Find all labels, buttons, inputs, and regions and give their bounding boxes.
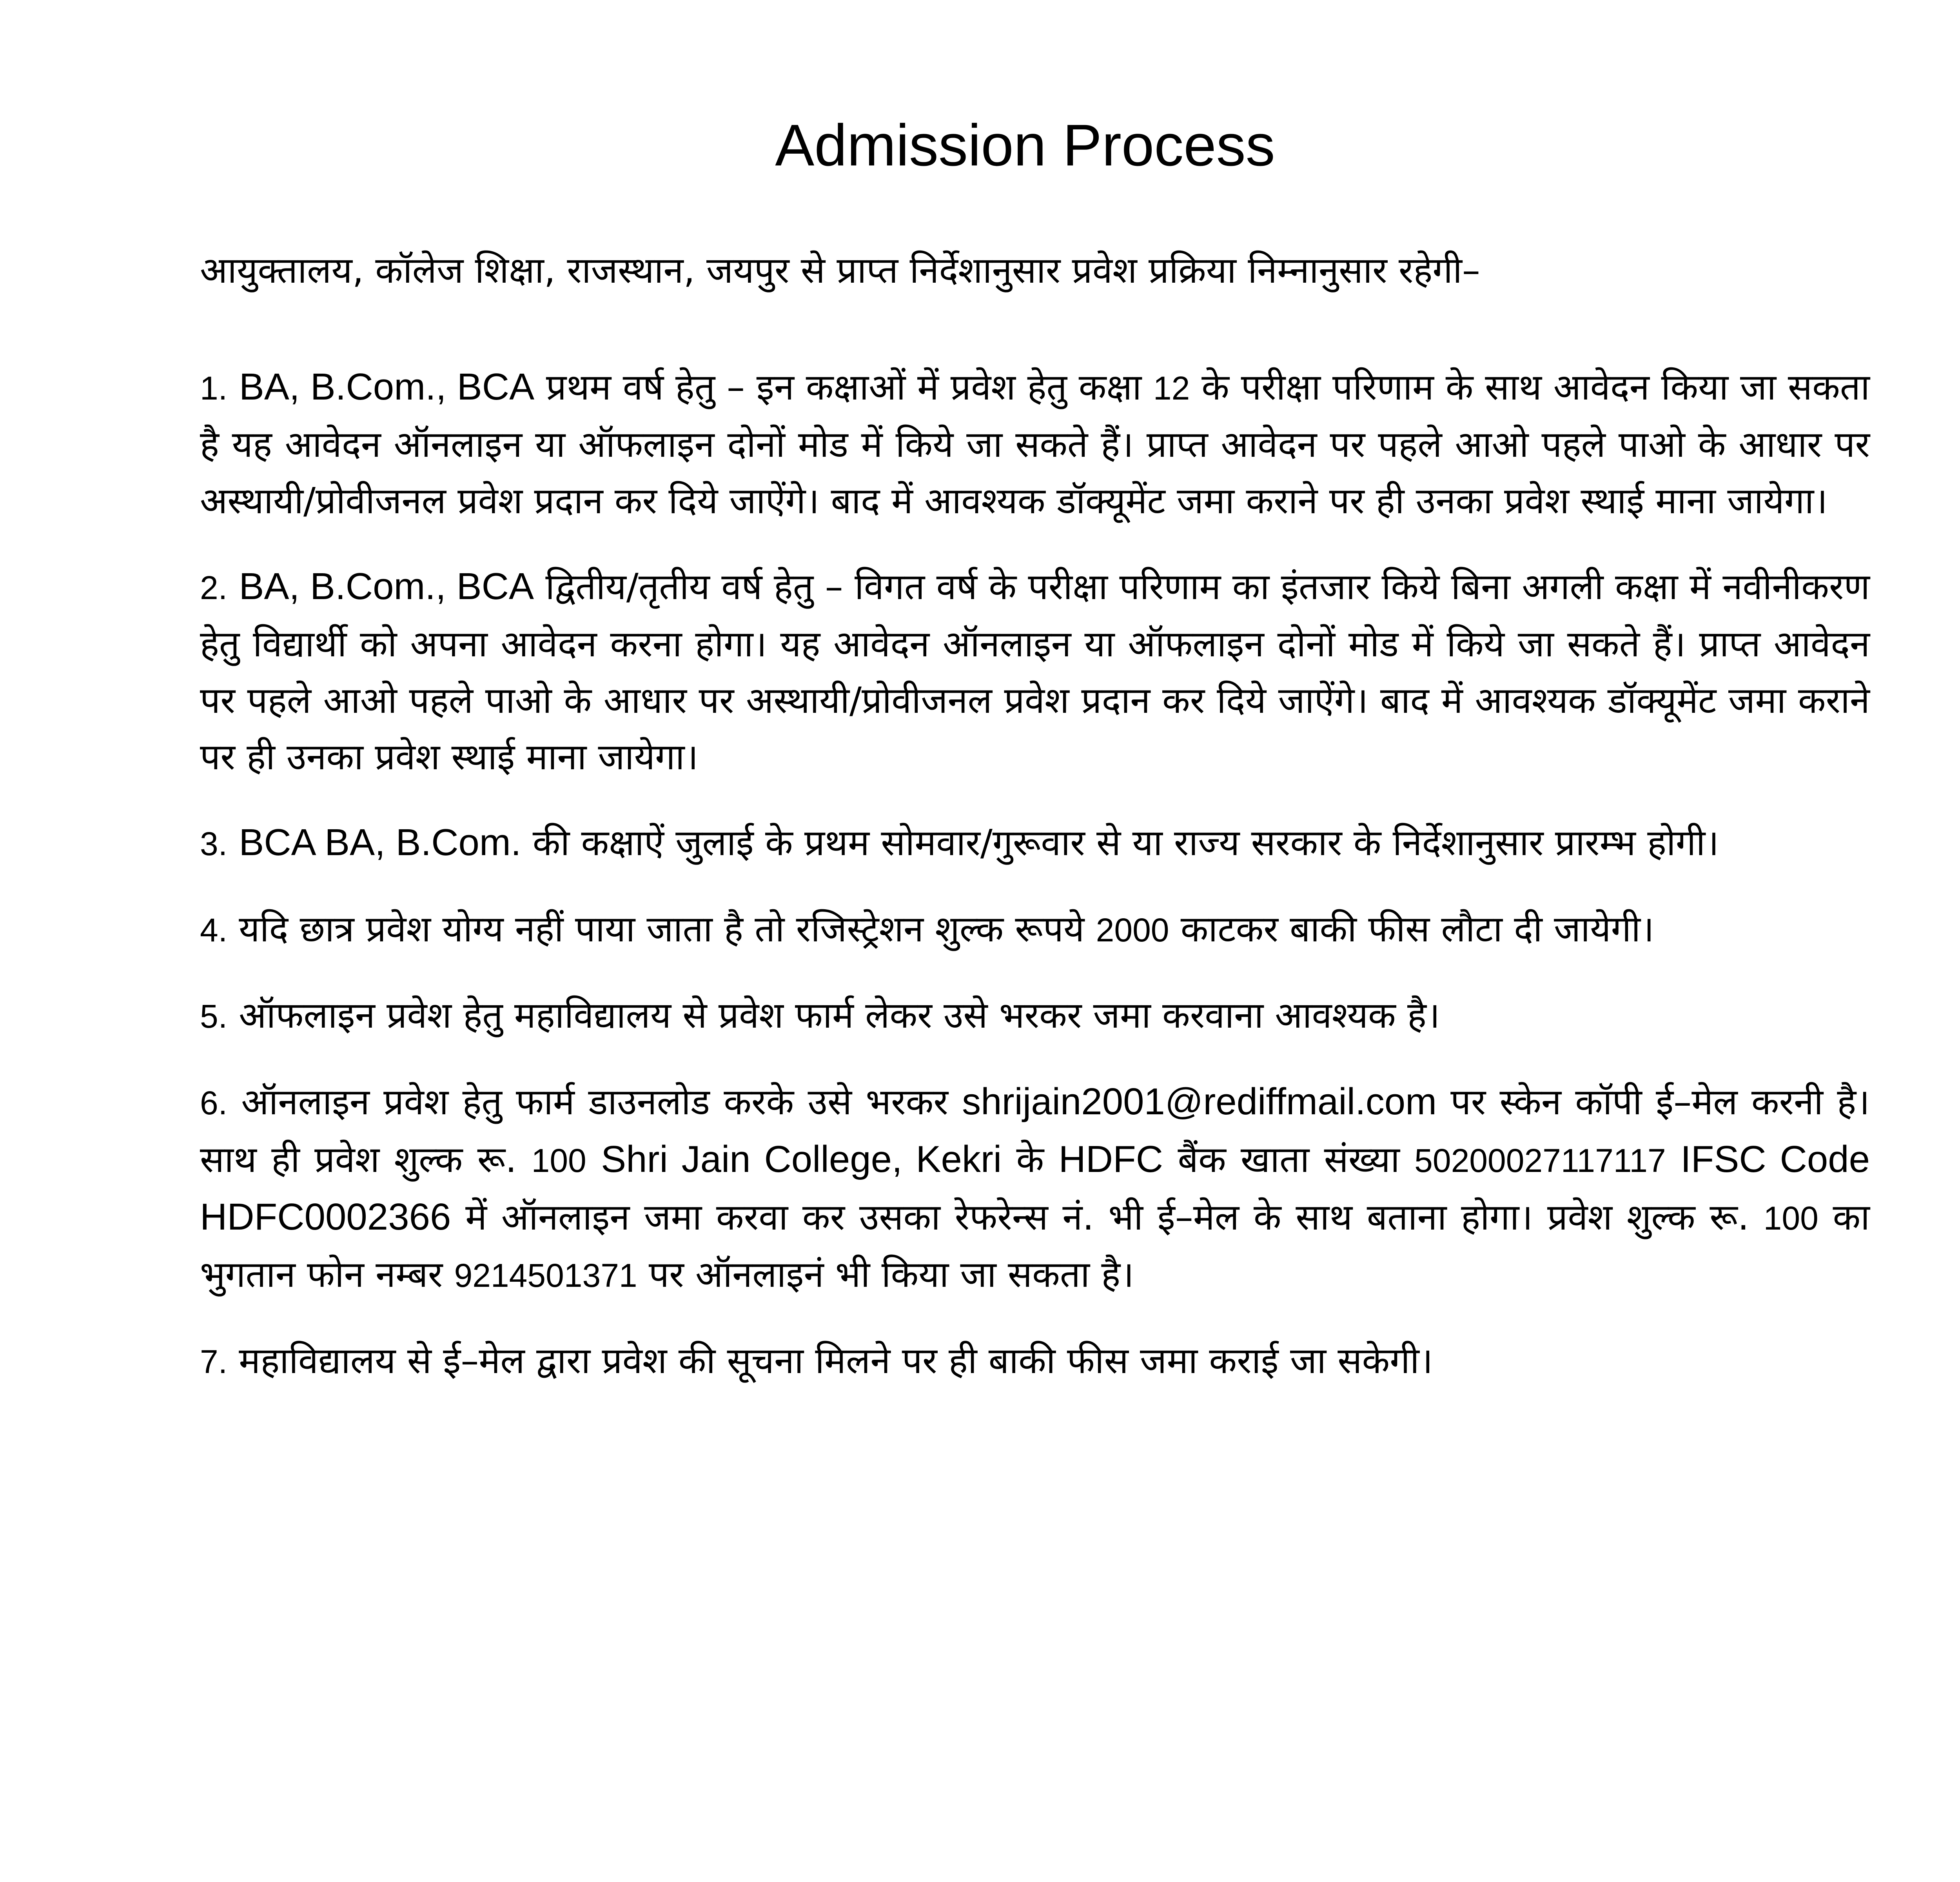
list-item xyxy=(200,901,1870,958)
item-text: महाविद्यालय से ई–मेल द्वारा प्रवेश की सूचना मिलने पर ही बाकी फीस जमा कराई जा सकेगी। xyxy=(227,1340,1433,1382)
fee-amount: 2000 xyxy=(1096,912,1169,948)
list-item xyxy=(200,814,1870,872)
item-text: की कक्षाऐं जुलाई के प्रथम सोमवार/गुरूवार से या राज्य सरकार के निर्देशानुसार प्रारम्भ होगी। xyxy=(521,822,1719,864)
phone-number: 9214501371 xyxy=(454,1257,637,1294)
list-item xyxy=(200,987,1870,1045)
item-number: 6. xyxy=(200,1085,228,1121)
ifsc-code: IFSC Code HDFC0002366 xyxy=(200,1138,1870,1238)
item-text: प्रथम वर्ष हेतु – इन कक्षाओं में प्रवेश हेतु कक्षा xyxy=(534,366,1153,408)
item-number: 3. xyxy=(200,825,228,862)
item-text: यदि छात्र प्रवेश योग्य नहीं पाया जाता है तो रजिस्ट्रेशन शुल्क रूपये xyxy=(227,908,1096,950)
item-number: 5. xyxy=(200,998,228,1035)
item-text: बैंक खाता संख्या xyxy=(1163,1139,1415,1181)
admission-points-list xyxy=(200,359,1870,1419)
item-text: ऑफलाइन प्रवेश हेतु महाविद्यालय से प्रवेश फार्म लेकर उसे भरकर जमा करवाना आवश्यक है। xyxy=(227,994,1440,1036)
list-item xyxy=(200,1333,1870,1390)
page-title: Admission Process xyxy=(775,112,1275,178)
item-number: 1. xyxy=(200,370,228,407)
fee-amount: 100 xyxy=(1763,1200,1818,1237)
list-item xyxy=(200,558,1870,785)
intro-paragraph: आयुक्तालय, कॉलेज शिक्षा, राजस्थान, जयपुर से प्राप्त निर्देशानुसार प्रवेश प्रक्रिया निम्नानुसार रहेगी– xyxy=(200,249,1480,291)
item-text xyxy=(1666,1139,1681,1181)
item-text: काटकर बाकी फीस लौटा दी जायेगी। xyxy=(1169,908,1654,950)
email-link[interactable]: shrijain2001@rediffmail.com xyxy=(962,1081,1437,1123)
bank-name: HDFC xyxy=(1058,1138,1163,1180)
course-names: BCA BA, B.Com. xyxy=(239,821,521,863)
item-number: 7. xyxy=(200,1343,228,1380)
item-text: ऑनलाइन प्रवेश हेतु फार्म डाउनलोड करके उसे भरकर xyxy=(227,1081,962,1123)
class-number: 12 xyxy=(1153,370,1190,407)
item-text: पर स्केन कॉपी ई–मेल करनी है। साथ ही प्रवेश शुल्क रू. xyxy=(200,1081,1870,1181)
item-text: पर ऑनलाइनं भी किया जा सकता है। xyxy=(637,1253,1134,1295)
course-names: BA, B.Com., BCA xyxy=(239,565,534,607)
item-text: के xyxy=(1002,1139,1059,1181)
item-text: के परीक्षा परिणाम के साथ आवेदन किया जा सकता है यह आवेदन ऑनलाइन या ऑफलाइन दोनों मोड में किये जा सकते हैं। प्राप्त आवेदन पर पहले आओ पहले पाओ के आधार पर अस्थायी/प्रोवीजनल प्रवेश प्रदान कर दिये जाऐंगे। बाद में आवश्यक डॉक्यूमेंट जमा कराने पर ही उनका प्रवेश स्थाई माना जायेगा। xyxy=(200,366,1870,522)
course-names: BA, B.Com., BCA xyxy=(239,366,535,408)
item-text: का भुगतान फोन नम्बर xyxy=(200,1196,1870,1295)
college-name: Shri Jain College, Kekri xyxy=(601,1138,1002,1180)
list-item xyxy=(200,1074,1870,1304)
fee-amount: 100 xyxy=(531,1142,586,1179)
item-text xyxy=(586,1139,601,1181)
item-text: में ऑनलाइन जमा करवा कर उसका रेफरेन्स नं. भी ई–मेल के साथ बताना होगा। प्रवेश शुल्क रू. xyxy=(451,1196,1764,1238)
item-number: 2. xyxy=(200,569,228,606)
account-number: 50200027117117 xyxy=(1414,1142,1666,1179)
list-item xyxy=(200,359,1870,529)
item-number: 4. xyxy=(200,912,228,948)
item-text: द्वितीय/तृतीय वर्ष हेतु – विगत वर्ष के परीक्षा परिणाम का इंतजार किये बिना अगली कक्षा में नवीनीकरण हेतु विद्यार्थी को अपना आवेदन करना होगा। यह आवेदन ऑनलाइन या ऑफलाइन दोनों मोड में किये जा सकते हैं। प्राप्त आवेदन पर पहले आओ पहले पाओ के आधार पर अस्थायी/प्रोवीजनल प्रवेश प्रदान कर दिये जाऐंगे। बाद में आवश्यक डॉक्यूमेंट जमा कराने पर ही उनका प्रवेश स्थाई माना जायेगा। xyxy=(200,566,1870,778)
